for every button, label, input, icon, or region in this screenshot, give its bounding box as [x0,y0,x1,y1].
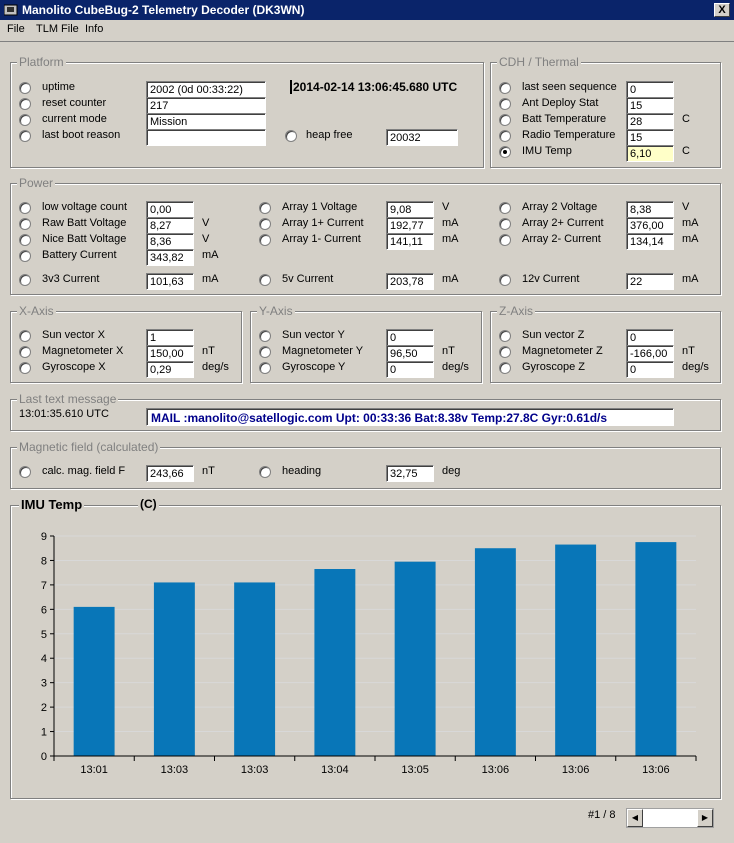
gyroscope-z-radio[interactable] [499,362,511,374]
x-tick-label: 13:06 [642,764,670,776]
y-tick-label: 3 [40,677,47,690]
magnetometer-y-unit: nT [442,345,455,357]
menu-tlm-file[interactable]: TLM File [36,23,79,35]
gyroscope-x-label: Gyroscope X [42,361,106,373]
uptime-label: uptime [42,81,76,93]
battery-current-radio[interactable] [19,250,31,262]
radio-temperature-radio[interactable] [499,130,511,142]
array1-minus-current-unit: mA [442,233,459,245]
uptime-field[interactable]: 2002 (0d 00:33:22) [146,81,266,98]
heading-label: heading [282,465,322,477]
gyroscope-y-radio[interactable] [259,362,271,374]
current-mode-label: current mode [42,113,107,125]
heap-free-radio[interactable] [285,130,297,142]
imu-temp-unit: C [682,145,690,157]
low-voltage-count-field[interactable]: 0,00 [146,201,194,218]
scroll-left-button[interactable]: ◀ [627,809,643,827]
magnetometer-y-label: Magnetometer Y [282,345,364,357]
calc-mag-field-radio[interactable] [19,466,31,478]
radio-temperature-field[interactable]: 15 [626,129,674,146]
batt-temperature-field[interactable]: 28 [626,113,674,130]
array1-voltage-field[interactable]: 9,08 [386,201,434,218]
current-12v-field[interactable]: 22 [626,273,674,290]
current-5v-field[interactable]: 203,78 [386,273,434,290]
current-5v-label: 5v Current [282,273,334,285]
current-mode-field[interactable]: Mission [146,113,266,130]
gyroscope-y-field[interactable]: 0 [386,361,434,378]
sun-vector-z-label: Sun vector Z [522,329,585,341]
current-5v-radio[interactable] [259,274,271,286]
last-boot-reason-field[interactable] [146,129,266,146]
current-3v3-label: 3v3 Current [42,273,100,285]
array2-minus-current-field[interactable]: 134,14 [626,233,674,250]
sun-vector-x-field[interactable]: 1 [146,329,194,346]
timestamp: 2014-02-14 13:06:45.680 UTC [290,80,457,94]
battery-current-unit: mA [202,249,219,261]
app-icon [4,3,18,16]
bar [635,542,676,756]
array2-voltage-unit: V [682,201,690,213]
current-3v3-unit: mA [202,273,219,285]
gyroscope-z-unit: deg/s [682,361,709,373]
reset-counter-field[interactable]: 217 [146,97,266,114]
z-axis-title: Z-Axis [499,304,533,318]
x-tick-label: 13:05 [401,764,429,776]
imu-temp-radio[interactable] [499,146,511,158]
cdh-thermal-title: CDH / Thermal [499,55,579,69]
batt-temperature-unit: C [682,113,690,125]
array1-plus-current-unit: mA [442,217,459,229]
magnetometer-x-label: Magnetometer X [42,345,124,357]
x-tick-label: 13:06 [561,764,590,776]
heading-field[interactable]: 32,75 [386,465,434,482]
nice-batt-voltage-radio[interactable] [19,234,31,246]
last-boot-reason-label: last boot reason [42,129,121,141]
y-tick-label: 2 [40,702,47,715]
title-bar [0,0,734,20]
chart-title: IMU Temp [21,497,83,512]
x-tick-label: 13:01 [80,764,108,776]
magnetometer-z-unit: nT [682,345,695,357]
reset-counter-radio[interactable] [19,98,31,110]
gyroscope-z-field[interactable]: 0 [626,361,674,378]
calc-mag-field-unit: nT [202,465,215,477]
heading-radio[interactable] [259,466,271,478]
array1-minus-current-radio[interactable] [259,234,271,246]
array1-minus-current-label: Array 1- Current [282,233,361,245]
sun-vector-z-radio[interactable] [499,330,511,342]
batt-temperature-radio[interactable] [499,114,511,126]
array2-voltage-field[interactable]: 8,38 [626,201,674,218]
array1-voltage-label: Array 1 Voltage [282,201,358,213]
magnetometer-x-unit: nT [202,345,215,357]
y-tick-label: 0 [40,751,47,763]
sun-vector-x-label: Sun vector X [42,329,105,341]
array1-plus-current-field[interactable]: 192,77 [386,217,434,234]
current-12v-label: 12v Current [522,273,580,285]
current-mode-radio[interactable] [19,114,31,126]
array1-voltage-unit: V [442,201,450,213]
raw-batt-voltage-unit: V [202,217,210,229]
x-tick-label: 13:03 [240,764,269,776]
array2-plus-current-field[interactable]: 376,00 [626,217,674,234]
nice-batt-voltage-label: Nice Batt Voltage [42,233,127,245]
bar [154,582,195,756]
last-boot-reason-radio[interactable] [19,130,31,142]
array1-plus-current-radio[interactable] [259,218,271,230]
imu-temp-field[interactable]: 6,10 [626,145,674,162]
bar [234,582,275,756]
magnetic-field-title: Magnetic field (calculated) [19,440,159,454]
array1-voltage-radio[interactable] [259,202,271,214]
uptime-radio[interactable] [19,82,31,94]
page-indicator: #1 / 8 [588,809,616,821]
y-tick-label: 4 [40,653,47,666]
y-tick-label: 1 [40,726,47,739]
current-3v3-radio[interactable] [19,274,31,286]
sun-vector-y-label: Sun vector Y [282,329,345,341]
heading-unit: deg [442,465,461,477]
gyroscope-z-label: Gyroscope Z [522,361,585,373]
array2-minus-current-unit: mA [682,233,699,245]
array2-plus-current-label: Array 2+ Current [522,217,604,229]
current-5v-unit: mA [442,273,459,285]
low-voltage-count-label: low voltage count [42,201,127,213]
last-seen-sequence-label: last seen sequence [522,81,617,93]
message-time: 13:01:35.610 UTC [19,408,109,420]
current-12v-unit: mA [682,273,699,285]
reset-counter-label: reset counter [42,97,107,109]
bar [314,569,355,756]
battery-current-field[interactable]: 343,82 [146,249,194,266]
raw-batt-voltage-label: Raw Batt Voltage [42,217,127,229]
menu-info[interactable]: Info [85,23,104,35]
nice-batt-voltage-field[interactable]: 8,36 [146,233,194,250]
radio-temperature-label: Radio Temperature [522,129,616,141]
sun-vector-y-field[interactable]: 0 [386,329,434,346]
array2-voltage-label: Array 2 Voltage [522,201,598,213]
gyroscope-x-unit: deg/s [202,361,229,373]
power-title: Power [19,176,54,190]
raw-batt-voltage-radio[interactable] [19,218,31,230]
bar [475,548,516,756]
message-text[interactable]: MAIL :manolito@satellogic.com Upt: 00:33:36 Bat:8.38v Temp:27.8C Gyr:0.61d/s [146,408,674,426]
imu-temp-label: IMU Temp [522,145,572,157]
batt-temperature-label: Batt Temperature [522,113,607,125]
last-seen-sequence-field[interactable]: 0 [626,81,674,98]
bar [555,545,596,756]
array1-plus-current-label: Array 1+ Current [282,217,364,229]
y-axis-title: Y-Axis [259,304,293,318]
window-title: Manolito CubeBug-2 Telemetry Decoder (DK3WN) [22,3,305,17]
magnetometer-x-radio[interactable] [19,346,31,358]
x-tick-label: 13:06 [481,764,510,776]
low-voltage-count-radio[interactable] [19,202,31,214]
gyroscope-y-label: Gyroscope Y [282,361,346,373]
array2-minus-current-radio[interactable] [499,234,511,246]
calc-mag-field-label: calc. mag. field F [42,465,126,477]
current-12v-radio[interactable] [499,274,511,286]
bar [74,607,115,756]
heap-free-label: heap free [306,129,353,141]
x-tick-label: 13:04 [321,764,349,776]
menu-file[interactable]: File [7,23,25,35]
ant-deploy-stat-radio[interactable] [499,98,511,110]
y-tick-label: 5 [40,628,47,641]
gyroscope-x-radio[interactable] [19,362,31,374]
y-tick-label: 9 [40,531,47,543]
magnetometer-z-radio[interactable] [499,346,511,358]
y-tick-label: 8 [40,555,47,568]
battery-current-label: Battery Current [42,249,117,261]
bar [395,562,436,756]
array2-minus-current-label: Array 2- Current [522,233,601,245]
ant-deploy-stat-field[interactable]: 15 [626,97,674,114]
x-tick-label: 13:03 [160,764,189,776]
magnetometer-z-label: Magnetometer Z [522,345,603,357]
magnetometer-x-field[interactable]: 150,00 [146,345,194,362]
chart-unit: (C) [140,497,157,511]
close-button[interactable]: X [714,3,730,17]
array2-plus-current-radio[interactable] [499,218,511,230]
y-tick-label: 6 [40,604,47,617]
sun-vector-y-radio[interactable] [259,330,271,342]
y-tick-label: 7 [40,579,47,592]
magnetometer-y-field[interactable]: 96,50 [386,345,434,362]
magnetometer-z-field[interactable]: -166,00 [626,345,674,362]
x-axis-title: X-Axis [19,304,54,318]
raw-batt-voltage-field[interactable]: 8,27 [146,217,194,234]
sun-vector-x-radio[interactable] [19,330,31,342]
array1-minus-current-field[interactable]: 141,11 [386,233,434,250]
last-seen-sequence-radio[interactable] [499,82,511,94]
imu-temp-chart [12,522,717,780]
menu-bar [0,20,734,40]
current-3v3-field[interactable]: 101,63 [146,273,194,290]
array2-voltage-radio[interactable] [499,202,511,214]
platform-title: Platform [19,55,64,69]
ant-deploy-stat-label: Ant Deploy Stat [522,97,599,109]
page-scrollbar[interactable] [626,808,714,828]
gyroscope-x-field[interactable]: 0,29 [146,361,194,378]
gyroscope-y-unit: deg/s [442,361,469,373]
calc-mag-field-field[interactable]: 243,66 [146,465,194,482]
last-message-title: Last text message [19,392,117,406]
heap-free-field[interactable]: 20032 [386,129,458,146]
nice-batt-voltage-unit: V [202,233,210,245]
magnetometer-y-radio[interactable] [259,346,271,358]
scroll-right-button[interactable]: ▶ [697,809,713,827]
sun-vector-z-field[interactable]: 0 [626,329,674,346]
array2-plus-current-unit: mA [682,217,699,229]
